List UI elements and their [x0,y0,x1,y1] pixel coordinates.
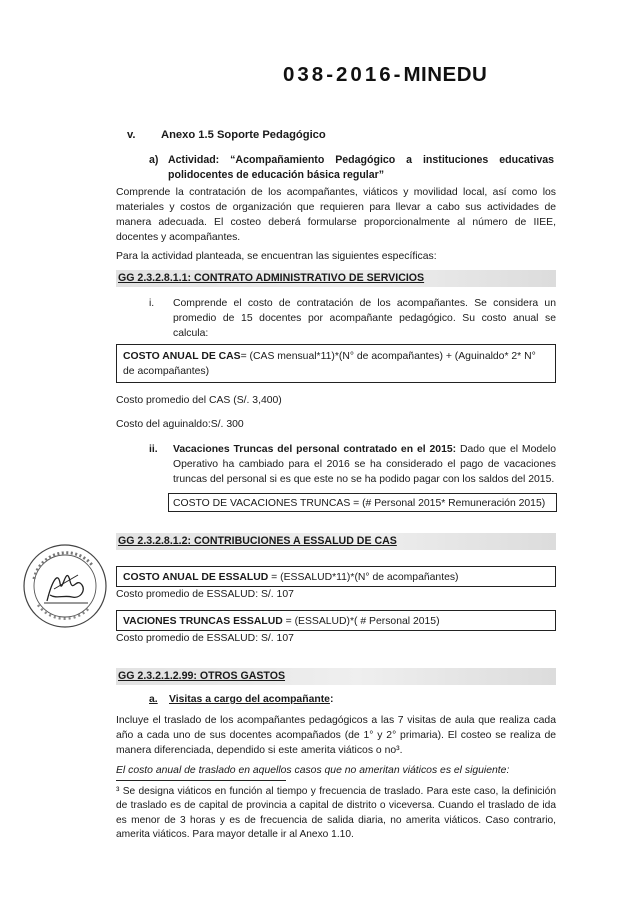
visitas-title: Visitas a cargo del acompañante [169,694,330,705]
activity-word: educativas [499,154,554,166]
formula-essalud-expression: = (ESSALUD*11)*(N° de acompañantes) [268,572,459,583]
gg-heading-cas [116,270,556,287]
activity-word: instituciones [422,154,489,166]
formula-vac-essalud-expression: = (ESSALUD)*( # Personal 2015) [282,616,440,627]
traslado-paragraph: El costo anual de traslado en aquellos casos que no ameritan viáticos es el siguiente: [116,765,510,776]
visitas-colon: : [329,694,334,705]
formula-vac-essalud-label: VACIONES TRUNCAS ESSALUD [123,616,283,627]
item-ii-text [173,442,556,487]
resolution-number-org: MINEDU [403,63,488,86]
activity-heading [149,153,554,184]
item-ii-body: Dado que el Modelo Operativo ha cambiado para el 2016 se ha considerado el pago de vacaciones truncas del personal si es que este no se ha podido pagar con los saldos del 2015. [173,444,557,486]
activity-label: a) [149,154,159,166]
activity-word: “Acompañamiento [230,154,325,166]
footnote-divider [116,780,286,781]
gg-heading-essalud [116,533,556,550]
item-number-ii: ii. [149,444,158,455]
resolution-number [283,60,487,90]
specifics-intro: Para la actividad planteada, se encuentran las siguientes específicas: [116,251,437,262]
gg-heading-essalud-text: GG 2.3.2.8.1.2: CONTRIBUCIONES A ESSALUD DE CAS [118,535,397,547]
activity-word: Actividad: [168,154,220,166]
essalud-average-cost-1: Costo promedio de ESSALUD: S/. 107 [116,589,294,600]
activity-heading-line-1 [149,153,554,168]
formula-box-vac-essalud [116,610,556,631]
gg-heading-otros [116,668,556,685]
activity-word: a [406,154,413,166]
item-i-text: Comprende el costo de contratación de los acompañantes. Se considera un promedio de 15 docentes por acompañante pedagógico. Su costo anual se calcula: [173,298,556,340]
formula-cas-label: COSTO ANUAL DE CAS [123,351,241,362]
activity-word: Pedagógico [335,154,396,166]
resolution-number-digits: 038-2016- [283,63,404,86]
gg-heading-otros-text: GG 2.3.2.1.2.99: OTROS GASTOS [118,670,286,682]
cas-average-cost: Costo promedio del CAS (S/. 3,400) [116,395,282,406]
formula-box-essalud [116,566,556,587]
visitas-paragraph: Incluye el traslado de los acompañantes pedagógicos a las 7 visitas de aula que realiza cada año a cada uno de sus docentes acompañados (de 1° y 2° primaria). El costeo se realiza de manera diferenciada, dependido si este amerita viáticos o no³. [116,715,556,757]
section-number: v. [127,129,136,141]
essalud-average-cost-2: Costo promedio de ESSALUD: S/. 107 [116,633,294,644]
activity-heading-line-2: polidocentes de educación básica regular” [168,169,385,182]
footnote: ³ Se designa viáticos en función al tiempo y frecuencia de traslado. Para este caso, la definición de traslado es de capital de provincia a capital de distrito o viceversa. Cuando el traslado de ida es menor de 3 horas y es de frecuencia de salida diaria, no amerita viáticos. Caso contrario, amerita viáticos. Para mayor detalle ir al Anexo 1.10. [116,786,556,841]
visitas-heading [149,692,333,707]
gg-heading-cas-text: GG 2.3.2.8.1.1: CONTRATO ADMINISTRATIVO DE SERVICIOS [118,272,425,284]
visitas-label: a. [149,694,158,705]
formula-essalud-label: COSTO ANUAL DE ESSALUD [123,572,269,583]
item-number-i: i. [149,298,155,309]
formula-box-cas [116,344,556,383]
bonus-cost: Costo del aguinaldo:S/. 300 [116,419,244,430]
intro-paragraph: Comprende la contratación de los acompañantes, viáticos y movilidad local, así como los materiales y costos de organización que requieren para llevar a cabo sus actividades de manera adecuada. El costeo deberá formularse proporcionalmente al número de IIEE, docentes y acompañantes. [116,187,556,244]
formula-cas-expression: = (CAS mensual*11)*(N° de acompañantes) + (Aguinaldo* 2* N° de acompañantes) [123,351,536,378]
section-title: Anexo 1.5 Soporte Pedagógico [161,129,326,141]
official-seal-stamp [20,541,110,631]
item-ii-title: Vacaciones Truncas del personal contratado en el 2015: [173,444,457,455]
formula-box-vacaciones: COSTO DE VACACIONES TRUNCAS = (# Personal 2015* Remuneración 2015) [168,493,557,512]
section-heading [127,127,326,143]
